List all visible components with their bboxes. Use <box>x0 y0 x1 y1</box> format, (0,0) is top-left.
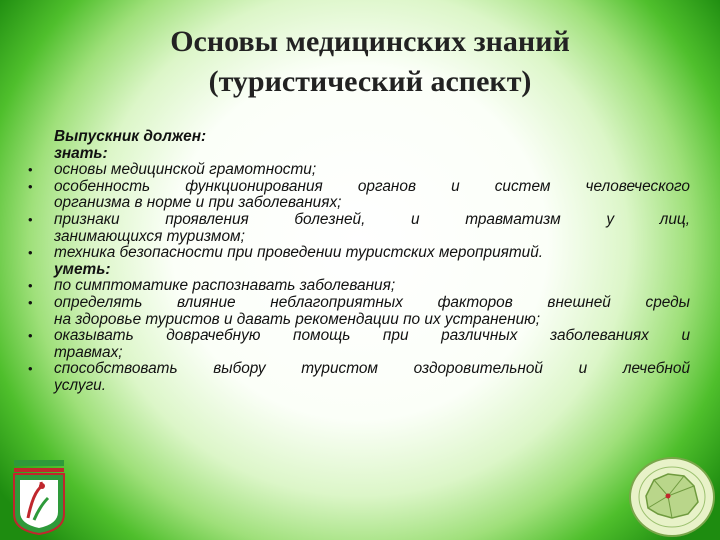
bullet-icon: • <box>28 278 33 294</box>
bullet-item <box>28 245 690 262</box>
university-emblem-icon <box>8 458 70 536</box>
bullet-icon: • <box>28 178 33 194</box>
bullet-icon: • <box>28 162 33 178</box>
line-text: основы медицинской грамотности; <box>54 161 317 179</box>
bullet-item <box>28 328 690 345</box>
line-text: организма в норме и при заболеваниях; <box>54 194 342 212</box>
line-text: травмах; <box>54 343 123 361</box>
text-line <box>28 195 690 212</box>
bullet-icon: • <box>28 361 33 377</box>
bullet-icon: • <box>28 245 33 261</box>
bullet-icon: • <box>28 328 33 344</box>
line-text: по симптоматике распознавать заболевания; <box>54 277 396 295</box>
text-line <box>28 312 690 329</box>
line-text: занимающихся туризмом; <box>54 227 245 245</box>
bullet-item <box>28 162 690 179</box>
section-heading <box>28 129 690 146</box>
line-text: признаки проявления болезней, и травматизм у лиц, <box>54 210 690 228</box>
bullet-item <box>28 295 690 312</box>
section-heading <box>28 262 690 279</box>
section-heading <box>28 146 690 163</box>
line-text: особенность функционирования органов и систем человеческого <box>54 177 690 195</box>
bullet-item <box>28 361 690 378</box>
slide-body <box>28 129 690 395</box>
line-text: техника безопасности при проведении туристских мероприятий. <box>54 244 544 262</box>
bullet-icon: • <box>28 211 33 227</box>
text-line <box>28 345 690 362</box>
line-text: на здоровье туристов и давать рекомендации по их устранению; <box>54 310 540 328</box>
line-text: уметь: <box>54 260 111 278</box>
line-text: Выпускник должен: <box>54 128 207 145</box>
bullet-icon: • <box>28 294 33 310</box>
line-text: услуги. <box>54 376 107 394</box>
slide-title <box>60 22 680 102</box>
line-text: способствовать выбору туристом оздоровительной и лечебной <box>54 360 690 378</box>
line-text: определять влияние неблагоприятных факторов внешней среды <box>54 293 690 311</box>
title-line-1: Основы медицинских знаний <box>170 25 570 58</box>
bullet-item <box>28 212 690 229</box>
text-line <box>28 378 690 395</box>
bullet-item <box>28 278 690 295</box>
text-line <box>28 229 690 246</box>
bullet-item <box>28 179 690 196</box>
title-line-2: (туристический аспект) <box>208 65 532 98</box>
line-text: знать: <box>54 144 108 162</box>
belarus-map-seal-icon <box>628 456 716 538</box>
line-text: оказывать доврачебную помощь при различных заболеваниях и <box>54 327 690 345</box>
